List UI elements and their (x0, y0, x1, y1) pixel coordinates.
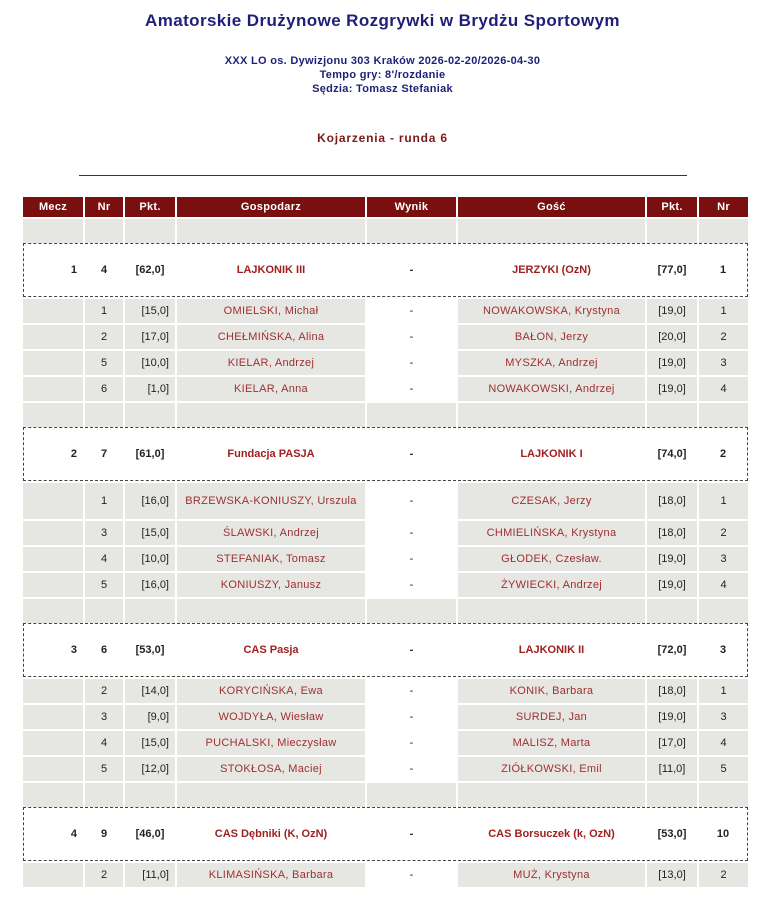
match-number: 4 (23, 807, 83, 861)
home-team-nr: 4 (85, 243, 123, 297)
home-player-points: [9,0] (125, 703, 175, 729)
spacer-cell (647, 401, 697, 427)
home-player-nr: 1 (85, 297, 123, 323)
away-player-points: [19,0] (647, 375, 697, 401)
away-team-nr: 2 (699, 427, 748, 481)
away-player-name: MYSZKA, Andrzej (458, 349, 645, 375)
away-team-points: [74,0] (647, 427, 697, 481)
spacer-cell (647, 781, 697, 807)
home-player-points: [15,0] (125, 519, 175, 545)
board-row (23, 861, 748, 887)
away-player-name: GŁODEK, Czesław. (458, 545, 645, 571)
spacer-cell (125, 217, 175, 243)
board-result: - (367, 729, 456, 755)
away-player-points: [19,0] (647, 571, 697, 597)
board-row (23, 703, 748, 729)
spacer-cell (647, 597, 697, 623)
spacer-cell (699, 597, 748, 623)
match-number: 2 (23, 427, 83, 481)
home-team-name: CAS Dębniki (K, OzN) (177, 807, 365, 861)
home-player-nr: 5 (85, 571, 123, 597)
home-player-nr: 4 (85, 545, 123, 571)
empty-cell (23, 375, 83, 401)
away-player-name: NOWAKOWSKI, Andrzej (458, 375, 645, 401)
referee: Sędzia: Tomasz Stefaniak (312, 83, 453, 95)
page-title: Amatorskie Drużynowe Rozgrywki w Brydżu Sportowym (145, 11, 620, 30)
spacer-row (23, 401, 748, 427)
spacer-cell (458, 217, 645, 243)
col-header: Nr (699, 197, 748, 217)
home-player-points: [10,0] (125, 545, 175, 571)
board-result: - (367, 297, 456, 323)
away-player-nr: 1 (699, 481, 748, 519)
home-player-points: [15,0] (125, 297, 175, 323)
away-player-nr: 3 (699, 703, 748, 729)
away-player-points: [19,0] (647, 703, 697, 729)
venue-dates: XXX LO os. Dywizjonu 303 Kraków 2026-02-20/2026-04-30 (224, 55, 541, 67)
spacer-cell (458, 597, 645, 623)
home-team-nr: 6 (85, 623, 123, 677)
spacer-cell (85, 401, 123, 427)
board-result: - (367, 323, 456, 349)
divider (79, 175, 687, 176)
away-player-name: CZESAK, Jerzy (458, 481, 645, 519)
home-team-name: CAS Pasja (177, 623, 365, 677)
home-player-nr: 6 (85, 375, 123, 401)
board-result: - (367, 861, 456, 887)
board-result: - (367, 349, 456, 375)
away-team-nr: 10 (699, 807, 748, 861)
away-player-name: ŻYWIECKI, Andrzej (458, 571, 645, 597)
home-player-nr: 4 (85, 729, 123, 755)
home-player-name: KLIMASIŃSKA, Barbara (177, 861, 365, 887)
home-player-name: OMIELSKI, Michał (177, 297, 365, 323)
home-player-name: WOJDYŁA, Wiesław (177, 703, 365, 729)
away-player-name: BAŁON, Jerzy (458, 323, 645, 349)
home-player-nr: 2 (85, 861, 123, 887)
board-row (23, 545, 748, 571)
away-player-name: ZIÓŁKOWSKI, Emil (458, 755, 645, 781)
spacer-cell (177, 401, 365, 427)
spacer-cell (177, 781, 365, 807)
empty-cell (23, 349, 83, 375)
home-team-nr: 9 (85, 807, 123, 861)
spacer-cell (647, 217, 697, 243)
home-player-points: [15,0] (125, 729, 175, 755)
home-team-name: Fundacja PASJA (177, 427, 365, 481)
empty-cell (23, 677, 83, 703)
home-player-name: PUCHALSKI, Mieczysław (177, 729, 365, 755)
match-row (23, 807, 748, 861)
away-player-nr: 4 (699, 375, 748, 401)
board-row (23, 571, 748, 597)
away-player-name: MALISZ, Marta (458, 729, 645, 755)
empty-cell (23, 703, 83, 729)
away-player-nr: 3 (699, 545, 748, 571)
board-row (23, 755, 748, 781)
home-player-nr: 1 (85, 481, 123, 519)
empty-cell (23, 571, 83, 597)
board-result: - (367, 545, 456, 571)
home-player-points: [10,0] (125, 349, 175, 375)
home-player-nr: 2 (85, 323, 123, 349)
home-player-nr: 3 (85, 703, 123, 729)
home-team-points: [61,0] (125, 427, 175, 481)
board-row (23, 323, 748, 349)
away-team-points: [72,0] (647, 623, 697, 677)
board-result: - (367, 519, 456, 545)
home-player-points: [1,0] (125, 375, 175, 401)
away-player-nr: 5 (699, 755, 748, 781)
home-player-name: KONIUSZY, Janusz (177, 571, 365, 597)
spacer-row (23, 217, 748, 243)
spacer-cell (125, 781, 175, 807)
away-player-name: MUŻ, Krystyna (458, 861, 645, 887)
board-row (23, 481, 748, 519)
home-player-points: [14,0] (125, 677, 175, 703)
col-header: Wynik (367, 197, 456, 217)
home-player-nr: 5 (85, 349, 123, 375)
spacer-cell (367, 217, 456, 243)
home-team-nr: 7 (85, 427, 123, 481)
col-header: Gość (458, 197, 645, 217)
away-team-name: LAJKONIK II (458, 623, 645, 677)
board-result: - (367, 481, 456, 519)
table-header (23, 197, 748, 217)
board-row (23, 729, 748, 755)
match-result: - (367, 427, 456, 481)
board-row (23, 677, 748, 703)
pairings-table (21, 197, 750, 887)
home-player-name: CHEŁMIŃSKA, Alina (177, 323, 365, 349)
home-player-name: ŚLAWSKI, Andrzej (177, 519, 365, 545)
home-player-name: STEFANIAK, Tomasz (177, 545, 365, 571)
spacer-row (23, 781, 748, 807)
match-row (23, 427, 748, 481)
empty-cell (23, 519, 83, 545)
away-team-points: [53,0] (647, 807, 697, 861)
away-player-points: [17,0] (647, 729, 697, 755)
spacer-cell (23, 401, 83, 427)
spacer-cell (23, 781, 83, 807)
away-player-nr: 4 (699, 729, 748, 755)
spacer-cell (367, 781, 456, 807)
match-row (23, 243, 748, 297)
spacer-cell (699, 401, 748, 427)
spacer-cell (699, 217, 748, 243)
spacer-cell (85, 597, 123, 623)
away-player-points: [18,0] (647, 677, 697, 703)
empty-cell (23, 545, 83, 571)
away-player-name: KONIK, Barbara (458, 677, 645, 703)
empty-cell (23, 729, 83, 755)
board-row (23, 349, 748, 375)
board-row (23, 375, 748, 401)
home-player-points: [16,0] (125, 571, 175, 597)
match-result: - (367, 623, 456, 677)
board-result: - (367, 571, 456, 597)
away-player-nr: 1 (699, 297, 748, 323)
away-team-name: JERZYKI (OzN) (458, 243, 645, 297)
col-header: Pkt. (125, 197, 175, 217)
board-row (23, 519, 748, 545)
board-result: - (367, 677, 456, 703)
empty-cell (23, 297, 83, 323)
spacer-cell (177, 217, 365, 243)
home-player-name: KIELAR, Anna (177, 375, 365, 401)
spacer-cell (367, 597, 456, 623)
home-player-name: BRZEWSKA-KONIUSZY, Urszula (177, 481, 365, 519)
empty-cell (23, 323, 83, 349)
board-row (23, 297, 748, 323)
match-row (23, 623, 748, 677)
match-result: - (367, 243, 456, 297)
away-player-points: [19,0] (647, 545, 697, 571)
spacer-cell (458, 401, 645, 427)
spacer-cell (85, 781, 123, 807)
spacer-row (23, 597, 748, 623)
match-number: 3 (23, 623, 83, 677)
away-player-points: [20,0] (647, 323, 697, 349)
col-header: Mecz (23, 197, 83, 217)
empty-cell (23, 481, 83, 519)
spacer-cell (85, 217, 123, 243)
home-player-nr: 5 (85, 755, 123, 781)
spacer-cell (125, 597, 175, 623)
away-player-nr: 2 (699, 519, 748, 545)
spacer-cell (177, 597, 365, 623)
home-player-points: [17,0] (125, 323, 175, 349)
away-team-nr: 3 (699, 623, 748, 677)
home-player-nr: 2 (85, 677, 123, 703)
home-player-nr: 3 (85, 519, 123, 545)
spacer-cell (125, 401, 175, 427)
home-team-name: LAJKONIK III (177, 243, 365, 297)
away-player-points: [18,0] (647, 481, 697, 519)
home-team-points: [46,0] (125, 807, 175, 861)
away-player-name: NOWAKOWSKA, Krystyna (458, 297, 645, 323)
away-player-nr: 1 (699, 677, 748, 703)
away-team-name: LAJKONIK I (458, 427, 645, 481)
empty-cell (23, 861, 83, 887)
home-team-points: [53,0] (125, 623, 175, 677)
spacer-cell (23, 597, 83, 623)
away-player-name: SURDEJ, Jan (458, 703, 645, 729)
board-result: - (367, 703, 456, 729)
away-player-points: [13,0] (647, 861, 697, 887)
home-player-points: [11,0] (125, 861, 175, 887)
away-player-points: [11,0] (647, 755, 697, 781)
spacer-cell (23, 217, 83, 243)
home-player-name: KORYCIŃSKA, Ewa (177, 677, 365, 703)
match-number: 1 (23, 243, 83, 297)
home-player-name: STOKŁOSA, Maciej (177, 755, 365, 781)
col-header: Gospodarz (177, 197, 365, 217)
away-player-nr: 3 (699, 349, 748, 375)
away-player-name: CHMIELIŃSKA, Krystyna (458, 519, 645, 545)
board-result: - (367, 375, 456, 401)
away-player-points: [19,0] (647, 349, 697, 375)
away-player-nr: 4 (699, 571, 748, 597)
away-player-nr: 2 (699, 861, 748, 887)
col-header: Nr (85, 197, 123, 217)
away-player-points: [19,0] (647, 297, 697, 323)
home-player-points: [12,0] (125, 755, 175, 781)
board-result: - (367, 755, 456, 781)
away-team-name: CAS Borsuczek (k, OzN) (458, 807, 645, 861)
tempo: Tempo gry: 8'/rozdanie (319, 69, 446, 81)
away-player-points: [18,0] (647, 519, 697, 545)
spacer-cell (367, 401, 456, 427)
home-player-name: KIELAR, Andrzej (177, 349, 365, 375)
round-title: Kojarzenia - runda 6 (317, 131, 448, 145)
away-team-nr: 1 (699, 243, 748, 297)
match-result: - (367, 807, 456, 861)
spacer-cell (458, 781, 645, 807)
home-team-points: [62,0] (125, 243, 175, 297)
spacer-cell (699, 781, 748, 807)
col-header: Pkt. (647, 197, 697, 217)
away-team-points: [77,0] (647, 243, 697, 297)
away-player-nr: 2 (699, 323, 748, 349)
home-player-points: [16,0] (125, 481, 175, 519)
empty-cell (23, 755, 83, 781)
